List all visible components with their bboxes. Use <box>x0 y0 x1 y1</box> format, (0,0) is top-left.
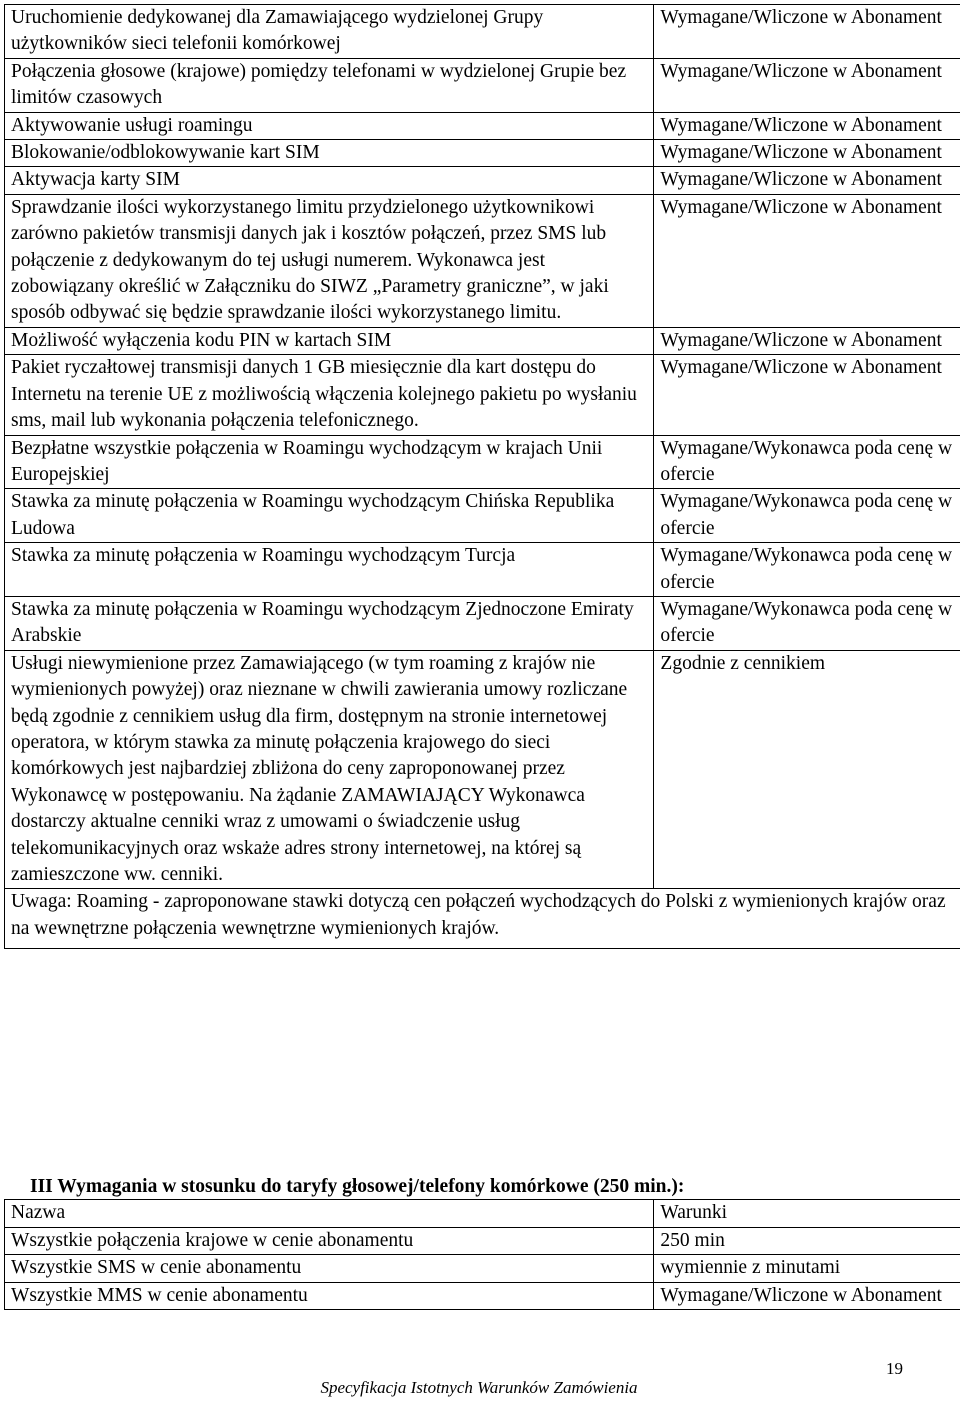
table-row <box>5 355 960 435</box>
table-row <box>5 327 960 354</box>
requirement-name: Możliwość wyłączenia kodu PIN w kartach SIM <box>5 327 654 354</box>
requirement-name: Bezpłatne wszystkie połączenia w Roamingu wychodzącym w krajach Unii Europejskiej <box>5 435 654 489</box>
requirement-name: Połączenia głosowe (krajowe) pomiędzy telefonami w wydzielonej Grupie bez limitów czasowych <box>5 58 654 112</box>
table-row <box>5 112 960 139</box>
table-row <box>5 489 960 543</box>
requirement-status: Zgodnie z cennikiem <box>654 650 960 889</box>
section-heading: III Wymagania w stosunku do taryfy głosowej/telefony komórkowe (250 min.): <box>30 1176 685 1197</box>
requirement-status: Wymagane/Wliczone w Abonament <box>654 5 960 59</box>
column-header-conditions: Warunki <box>654 1200 960 1228</box>
requirement-status: Wymagane/Wliczone w Abonament <box>654 112 960 139</box>
requirements-table <box>4 4 960 949</box>
requirement-name: Aktywacja karty SIM <box>5 167 654 194</box>
table-row <box>5 650 960 889</box>
requirement-name: Aktywowanie usługi roamingu <box>5 112 654 139</box>
requirement-name: Stawka za minutę połączenia w Roamingu wychodzącym Zjednoczone Emiraty Arabskie <box>5 596 654 650</box>
requirement-status: Wymagane/Wykonawca poda cenę w ofercie <box>654 435 960 489</box>
requirement-name: Pakiet ryczałtowej transmisji danych 1 GB miesięcznie dla kart dostępu do Internetu na terenie UE z możliwością włączenia kolejnego pakietu po wysłaniu sms, mail lub wykonania połączenia telefonicznego. <box>5 355 654 435</box>
table-row <box>5 167 960 194</box>
requirement-status: Wymagane/Wliczone w Abonament <box>654 327 960 354</box>
tariff-name: Wszystkie połączenia krajowe w cenie abonamentu <box>5 1227 654 1255</box>
requirement-status: Wymagane/Wliczone w Abonament <box>654 355 960 435</box>
requirement-status: Wymagane/Wykonawca poda cenę w ofercie <box>654 543 960 597</box>
table-row <box>5 435 960 489</box>
tariff-conditions: Wymagane/Wliczone w Abonament <box>654 1282 960 1310</box>
tariff-table <box>4 1199 960 1310</box>
requirement-status: Wymagane/Wykonawca poda cenę w ofercie <box>654 596 960 650</box>
table-row <box>5 1255 960 1283</box>
requirement-name: Stawka za minutę połączenia w Roamingu wychodzącym Chińska Republika Ludowa <box>5 489 654 543</box>
table-row <box>5 5 960 59</box>
table-row <box>5 140 960 167</box>
requirement-status: Wymagane/Wliczone w Abonament <box>654 194 960 327</box>
roaming-note: Uwaga: Roaming - zaproponowane stawki dotyczą cen połączeń wychodzących do Polski z wymienionych krajów oraz na wewnętrzne połączenia wewnętrzne wymienionych krajów. <box>5 889 960 949</box>
requirement-status: Wymagane/Wliczone w Abonament <box>654 140 960 167</box>
table-row <box>5 543 960 597</box>
page-number: 19 <box>886 1359 903 1378</box>
column-header-name: Nazwa <box>5 1200 654 1228</box>
requirement-name: Sprawdzanie ilości wykorzystanego limitu przydzielonego użytkownikowi zarówno pakietów transmisji danych jak i kosztów połączeń, przez SMS lub połączenie z dedykowanym do tej usługi numerem. Wykonawca jest zobowiązany określić w Załączniku do SIWZ „Parametry graniczne”, w jaki sposób odbywać się będzie sprawdzanie ilości wykorzystanego limitu. <box>5 194 654 327</box>
footer <box>0 1378 900 1398</box>
table-row <box>5 596 960 650</box>
tariff-conditions: wymiennie z minutami <box>654 1255 960 1283</box>
tariff-name: Wszystkie MMS w cenie abonamentu <box>5 1282 654 1310</box>
requirement-status: Wymagane/Wykonawca poda cenę w ofercie <box>654 489 960 543</box>
requirement-status: Wymagane/Wliczone w Abonament <box>654 167 960 194</box>
footer-text: Specyfikacja Istotnych Warunków Zamówienia <box>320 1378 638 1397</box>
table-row <box>5 1282 960 1310</box>
requirement-name: Usługi niewymienione przez Zamawiającego (w tym roaming z krajów nie wymienionych powyżej) oraz nieznane w chwili zawierania umowy rozliczane będą zgodnie z cennikiem usług dla firm, dostępnym na stronie internetowej operatora, w którym stawka za minutę połączenia krajowego do sieci komórkowych jest najbardziej zbliżona do ceny zaproponowanej przez Wykonawcę w postępowaniu. Na żądanie ZAMAWIAJĄCY Wykonawca dostarczy aktualne cenniki wraz z umowami o świadczenie usług telekomunikacyjnych oraz wskaże adres strony internetowej, na której są zamieszczone ww. cenniki. <box>5 650 654 889</box>
table-row <box>5 1227 960 1255</box>
requirement-name: Blokowanie/odblokowywanie kart SIM <box>5 140 654 167</box>
tariff-conditions: 250 min <box>654 1227 960 1255</box>
tariff-name: Wszystkie SMS w cenie abonamentu <box>5 1255 654 1283</box>
requirement-status: Wymagane/Wliczone w Abonament <box>654 58 960 112</box>
requirement-name: Uruchomienie dedykowanej dla Zamawiającego wydzielonej Grupy użytkowników sieci telefonii komórkowej <box>5 5 654 59</box>
table-row <box>5 58 960 112</box>
table-note-row <box>5 889 960 949</box>
table-row <box>5 194 960 327</box>
requirement-name: Stawka za minutę połączenia w Roamingu wychodzącym Turcja <box>5 543 654 597</box>
table-header-row <box>5 1200 960 1228</box>
